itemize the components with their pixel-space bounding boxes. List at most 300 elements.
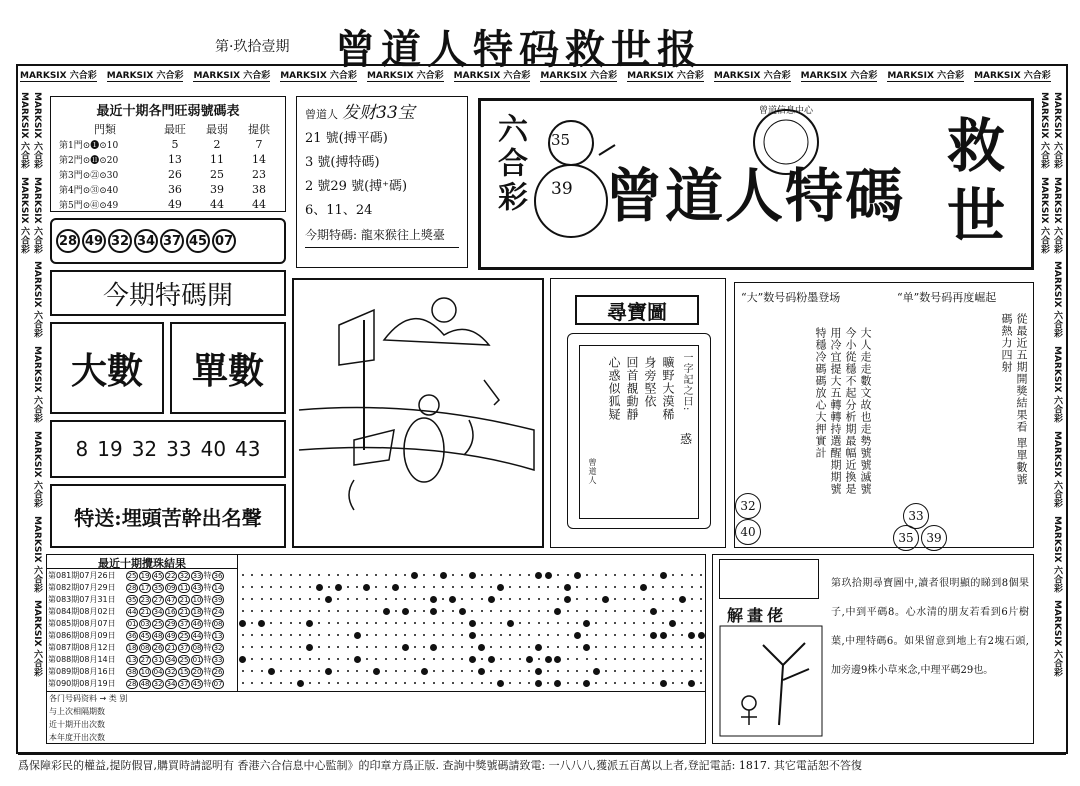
grid-cell [414, 598, 416, 600]
draw-number: 21 [166, 643, 176, 652]
grid-cell [395, 622, 397, 624]
grid-cell [691, 574, 693, 576]
grid-cell [519, 658, 521, 660]
grid-cell [660, 632, 667, 639]
send-text: 埋頭苦幹出名聲 [121, 505, 262, 530]
grid-cell [643, 646, 645, 648]
grid-cell [576, 682, 578, 684]
grid-cell [586, 658, 588, 660]
grid-cell [423, 610, 425, 612]
grid-cell [404, 634, 406, 636]
number-ball: 34 [134, 229, 158, 253]
grid-cell [268, 668, 275, 675]
grid-cell [519, 622, 521, 624]
grid-cell [633, 586, 635, 588]
grid-cell [576, 658, 578, 660]
draw-number: 37 [179, 679, 189, 688]
footer-row-label: 近十期开出次数 [49, 720, 105, 729]
analysis-column: 小從穩不起分析期 [844, 339, 857, 435]
grid-cell [538, 634, 540, 636]
grid-cell [423, 658, 425, 660]
grid-cell [700, 610, 702, 612]
analysis-column: 心 [814, 399, 827, 411]
poem-line: 曠野大漠稀 [661, 356, 675, 421]
draw-number: 27 [140, 655, 150, 664]
draw-number: 11 [179, 583, 189, 592]
puzzle-picture-panel [292, 278, 544, 548]
grid-cell [318, 682, 320, 684]
number-ball: 37 [160, 229, 184, 253]
marksix-logo: MARKSIX 六合彩 [1052, 261, 1062, 339]
grid-cell [461, 658, 463, 660]
open-number: 19 [97, 437, 123, 461]
draw-number: 35 [153, 583, 163, 592]
grid-cell [681, 622, 683, 624]
draw-number: 32 [153, 679, 163, 688]
grid-cell [614, 634, 616, 636]
draw-date: 第089期08月16日 [48, 666, 116, 676]
grid-cell [605, 610, 607, 612]
grid-cell [605, 670, 607, 672]
draw-number: 18 [192, 607, 202, 616]
grid-cell [299, 670, 301, 672]
grid-cell [430, 644, 437, 651]
grid-cell [554, 680, 561, 687]
grid-cell [328, 682, 330, 684]
grid-cell [490, 634, 492, 636]
draw-number: 45 [140, 631, 150, 640]
grid-cell [459, 608, 466, 615]
grid-cell [309, 574, 311, 576]
marksix-logo: MARKSIX 六合彩 [367, 68, 444, 82]
grid-cell [595, 622, 597, 624]
grid-cell [395, 634, 397, 636]
grid-cell [442, 610, 444, 612]
grid-cell [700, 670, 702, 672]
marksix-logo: MARKSIX 六合彩 [801, 68, 878, 82]
grid-cell [500, 574, 502, 576]
grid-cell [595, 586, 597, 588]
grid-cell [261, 574, 263, 576]
grid-cell [452, 586, 454, 588]
grid-cell [366, 634, 368, 636]
strength-cell: 第2門⊙⓫⊙20 [59, 156, 119, 166]
draw-row [47, 569, 237, 581]
grid-cell [643, 574, 645, 576]
grid-cell [411, 572, 418, 579]
grid-cell [440, 572, 447, 579]
strength-cell: 14 [251, 153, 266, 166]
draw-date: 第084期08月02日 [48, 606, 116, 616]
grid-cell [700, 586, 702, 588]
grid-cell [385, 622, 387, 624]
grid-cell [624, 610, 626, 612]
grid-cell [643, 658, 645, 660]
grid-cell [442, 586, 444, 588]
grid-cell [423, 586, 425, 588]
draw-number: 34 [153, 607, 163, 616]
analysis-column: 醒期期號 [829, 447, 842, 495]
grid-cell [337, 646, 339, 648]
grid-cell [605, 646, 607, 648]
tip-line: 21 號(搏平碼) [305, 131, 388, 146]
grid-cell [500, 658, 502, 660]
grid-cell [554, 608, 561, 615]
grid-cell [404, 598, 406, 600]
grid-cell [500, 634, 502, 636]
grid-cell [404, 622, 406, 624]
draw-number: 09 [166, 583, 176, 592]
draw-number: 44 [127, 607, 137, 616]
grid-cell [309, 634, 311, 636]
grid-cell [366, 682, 368, 684]
marksix-logo: MARKSIX 六合彩 [627, 68, 704, 82]
analysis-ball: 35 [893, 525, 919, 551]
grid-cell [375, 598, 377, 600]
grid-cell [640, 584, 647, 591]
grid-cell [614, 646, 616, 648]
special-mark: 特 [203, 570, 212, 580]
grid-cell [356, 622, 358, 624]
grid-cell [643, 598, 645, 600]
grid-cell [385, 634, 387, 636]
grid-cell [643, 610, 645, 612]
grid-cell [290, 670, 292, 672]
grid-cell [309, 610, 311, 612]
grid-cell [242, 574, 244, 576]
poem-title: 一字記之曰: [681, 352, 692, 412]
grid-cell [347, 574, 349, 576]
strength-cell: 26 [167, 168, 182, 181]
grid-cell [328, 658, 330, 660]
grid-cell [385, 586, 387, 588]
grid-cell [605, 622, 607, 624]
grid-cell [691, 598, 693, 600]
grid-cell [335, 584, 342, 591]
grid-cell [442, 598, 444, 600]
grid-cell [698, 632, 705, 639]
grid-cell [681, 574, 683, 576]
grid-cell [481, 574, 483, 576]
grid-cell [564, 584, 571, 591]
draw-number: 08 [140, 643, 150, 652]
strength-cell: 第5門⊙㊶⊙49 [59, 201, 119, 211]
grid-cell [500, 670, 502, 672]
grid-cell [691, 670, 693, 672]
grid-cell [280, 574, 282, 576]
grid-cell [595, 634, 597, 636]
grid-cell [547, 610, 549, 612]
grid-cell [433, 622, 435, 624]
grid-cell [442, 622, 444, 624]
grid-cell [478, 644, 485, 651]
draw-number: 21 [140, 607, 150, 616]
grid-cell [402, 644, 409, 651]
grid-cell [290, 622, 292, 624]
col-header: 最旺 [163, 123, 186, 136]
grid-cell [309, 682, 311, 684]
grid-cell [672, 634, 674, 636]
marksix-logo: MARKSIX 六合彩 [32, 261, 42, 339]
grid-cell [423, 622, 425, 624]
grid-cell [280, 586, 282, 588]
grid-cell [509, 598, 511, 600]
grid-cell [337, 658, 339, 660]
grid-cell [583, 620, 590, 627]
grid-cell [356, 646, 358, 648]
grid-cell [567, 646, 569, 648]
tip-line: 6、11、24 [305, 203, 373, 218]
grid-cell [681, 586, 683, 588]
grid-cell [528, 574, 530, 576]
grid-cell [662, 610, 664, 612]
draw-number: 44 [192, 631, 202, 640]
grid-cell [309, 658, 311, 660]
analysis-column: 大 [814, 411, 827, 423]
send-box [50, 484, 286, 548]
draw-number: 23 [140, 595, 150, 604]
grid-cell [385, 574, 387, 576]
grid-cell [328, 634, 330, 636]
draw-number: 32 [213, 643, 223, 652]
open-number: 33 [166, 437, 192, 461]
big-number-label: 大數 [70, 349, 143, 392]
grid-cell [490, 646, 492, 648]
grid-cell [643, 622, 645, 624]
send-label: 特送: [74, 505, 122, 530]
draw-number: 45 [153, 571, 163, 580]
grid-cell [242, 646, 244, 648]
grid-cell [490, 622, 492, 624]
masthead [0, 8, 1080, 73]
analysis-column: 大人走走數文故也 [859, 327, 872, 423]
grid-cell [481, 622, 483, 624]
grid-cell [688, 632, 695, 639]
grid-cell [318, 658, 320, 660]
grid-cell [385, 670, 387, 672]
draw-row [47, 629, 237, 641]
seal-text: 曾道信息中心 [758, 106, 813, 116]
grid-cell [318, 574, 320, 576]
grid-cell [299, 634, 301, 636]
grid-cell [500, 598, 502, 600]
grid-cell [481, 586, 483, 588]
grid-cell [538, 610, 540, 612]
draw-number: 32 [179, 571, 189, 580]
grid-cell [519, 610, 521, 612]
grid-cell [373, 668, 380, 675]
grid-cell [672, 670, 674, 672]
grid-cell [395, 670, 397, 672]
draw-row [47, 593, 237, 605]
grid-cell [602, 596, 609, 603]
grid-cell [251, 610, 253, 612]
draw-numbers [125, 641, 237, 653]
grid-cell [328, 610, 330, 612]
grid-cell [280, 658, 282, 660]
marksix-logo: MARKSIX 六合彩 [454, 68, 531, 82]
marksix-logo: MARKSIX 六合彩 [1039, 92, 1049, 169]
special-mark: 特 [203, 594, 212, 604]
draw-date: 第088期08月14日 [48, 654, 116, 664]
grid-cell [669, 620, 676, 627]
draw-number: 01 [192, 655, 202, 664]
draw-number: 37 [179, 619, 189, 628]
grid-cell [614, 682, 616, 684]
grid-cell [251, 634, 253, 636]
grid-cell [251, 658, 253, 660]
grid-cell [652, 658, 654, 660]
draw-number: 39 [213, 595, 223, 604]
grid-cell [337, 610, 339, 612]
grid-cell [318, 622, 320, 624]
grid-cell [461, 586, 463, 588]
grid-cell [652, 622, 654, 624]
grid-cell [547, 634, 549, 636]
grid-cell [538, 658, 540, 660]
grid-cell [681, 670, 683, 672]
grid-cell [258, 620, 265, 627]
marksix-logo: MARKSIX 六合彩 [1052, 515, 1062, 593]
marksix-logo: MARKSIX 六合彩 [32, 430, 42, 508]
draw-number: 48 [140, 679, 150, 688]
grid-cell [700, 598, 702, 600]
draw-number: 25 [179, 631, 189, 640]
grid-cell [270, 622, 272, 624]
grid-cell [586, 586, 588, 588]
grid-cell [605, 658, 607, 660]
gourd-number: 35 [551, 131, 571, 149]
grid-cell [538, 622, 540, 624]
liuhecai-label: 六合彩 [492, 113, 527, 215]
grid-cell [337, 670, 339, 672]
grid-cell [509, 634, 511, 636]
strength-cell: 23 [251, 168, 266, 181]
marksix-logo: MARKSIX 六合彩 [32, 176, 42, 254]
grid-cell [662, 622, 664, 624]
grid-cell [481, 634, 483, 636]
grid-cell [414, 658, 416, 660]
grid-cell [652, 646, 654, 648]
grid-cell [452, 634, 454, 636]
grid-cell [605, 586, 607, 588]
draw-results-title: 最近十期攪珠結果 [47, 555, 237, 569]
grid-cell [347, 634, 349, 636]
grid-cell [488, 596, 495, 603]
grid-cell [461, 598, 463, 600]
grid-cell [242, 586, 244, 588]
grid-cell [337, 634, 339, 636]
grid-cell [519, 634, 521, 636]
footer-row-label: 本年度开出次数 [49, 733, 105, 742]
grid-cell [270, 610, 272, 612]
grid-cell [652, 682, 654, 684]
grid-cell [328, 622, 330, 624]
grid-cell [251, 598, 253, 600]
grid-cell [528, 586, 530, 588]
analysis-column: 特 [814, 327, 827, 339]
single-number-label: 單數 [191, 349, 264, 392]
grid-cell [643, 634, 645, 636]
grid-cell [605, 574, 607, 576]
grid-cell [567, 634, 569, 636]
grid-cell [672, 586, 674, 588]
grid-cell [385, 646, 387, 648]
draw-number: 34 [166, 655, 176, 664]
analysis-ball: 40 [735, 519, 761, 545]
special-mark: 特 [203, 678, 212, 688]
draw-number: 18 [127, 643, 137, 652]
grid-cell [660, 680, 667, 687]
issue-number: 第·玖拾壹期 [215, 39, 290, 55]
grid-cell [547, 646, 549, 648]
poem-line: 身旁堅依 [643, 356, 657, 408]
analysis-text-single [899, 313, 1029, 493]
grid-cell [290, 682, 292, 684]
draw-number: 27 [153, 595, 163, 604]
draw-number: 36 [127, 631, 137, 640]
grid-cell [583, 680, 590, 687]
draw-grid [237, 555, 705, 691]
number-ball: 32 [108, 229, 132, 253]
analysis-column: 實 [814, 435, 827, 447]
grid-cell [452, 670, 454, 672]
special-mark: 特 [203, 654, 212, 664]
treasure-map-title: 尋寶圖 [575, 295, 699, 325]
grid-cell [299, 658, 301, 660]
grid-cell [471, 670, 473, 672]
grid-cell [452, 646, 454, 648]
draw-results-panel [46, 554, 706, 744]
grid-cell [290, 610, 292, 612]
marksix-band-left [19, 92, 44, 752]
grid-cell [261, 586, 263, 588]
grid-cell [595, 574, 597, 576]
grid-cell [442, 682, 444, 684]
grid-cell [461, 646, 463, 648]
grid-cell [461, 670, 463, 672]
grid-cell [442, 646, 444, 648]
grid-cell [430, 608, 437, 615]
grid-cell [652, 586, 654, 588]
grid-cell [395, 658, 397, 660]
grid-cell [509, 682, 511, 684]
grid-cell [519, 598, 521, 600]
grid-cell [414, 634, 416, 636]
strength-table-title: 最近十期各門旺弱號碼表 [96, 104, 240, 119]
grid-cell [633, 670, 635, 672]
grid-cell [535, 572, 542, 579]
grid-cell [624, 682, 626, 684]
grid-cell [526, 656, 533, 663]
grid-cell [535, 680, 542, 687]
grid-cell [306, 644, 313, 651]
grid-cell [299, 610, 301, 612]
grid-cell [242, 598, 244, 600]
grid-cell [471, 610, 473, 612]
grid-cell [614, 574, 616, 576]
marksix-logo: MARKSIX 六合彩 [1039, 176, 1049, 254]
footer-row-label: 各门号码资料 → 类 别 [49, 694, 128, 703]
grid-cell [662, 646, 664, 648]
grid-cell [700, 574, 702, 576]
col-header: 最弱 [205, 123, 228, 136]
marksix-band-right [1039, 92, 1064, 752]
draw-number: 28 [127, 679, 137, 688]
grid-cell [356, 610, 358, 612]
grid-cell [497, 680, 504, 687]
open-title: 今期特碼開 [102, 280, 233, 311]
